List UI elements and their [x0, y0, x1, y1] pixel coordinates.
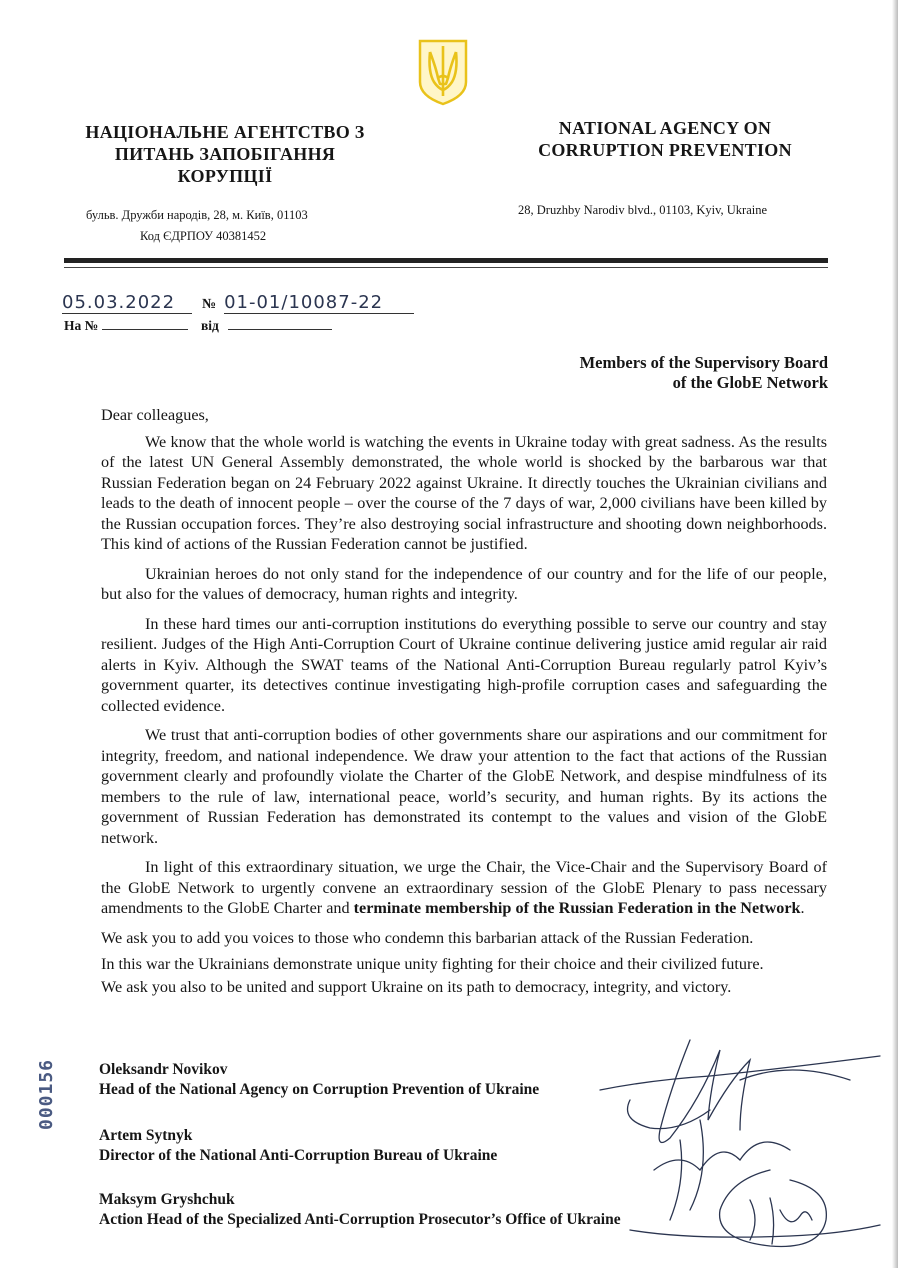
registry-stamp-number: 000156 [36, 1058, 57, 1130]
scan-edge-shadow [892, 0, 898, 1268]
registry-stamp [36, 1040, 64, 1130]
paragraph-6: We ask you to add you voices to those who condemn this barbarian attack of the Russian Federation. [101, 928, 754, 947]
agency-name-en-line-1: NATIONAL AGENCY ON [558, 118, 772, 138]
na-label: На № [64, 318, 99, 333]
paragraph-3: In these hard times our anti-corruption institutions do everything possible to serve our country and stay resilient. Judges of the High Anti-Corruption Court of Ukraine continue delivering justice amid regular air raid alerts in Kyiv. Although the SWAT teams of the National Anti-Corruption Bureau regularly patrol Kyiv’s government quarter, its detectives continue investigating high-profile corruption cases and safeguarding the collected evidence. [101, 614, 827, 715]
registry-code: Код ЄДРПОУ 40381452 [140, 229, 267, 243]
vid-label: від [200, 318, 219, 333]
paragraph-5 [101, 857, 827, 919]
paragraph-1: We know that the whole world is watching the events in Ukraine today with great sadness. As the results of the latest UN General Assembly demonstrated, the whole world is shocked by the barbarous war that Russian Federation began on 24 February 2022 against Ukraine. It directly touches the Ukrainian civilians and leads to the death of innocent people – over the course of the 7 days of war, 2,000 civilians have been killed by the Russian occupation forces. They’re also destroying social infrastructure and shooting down neighborhoods. This kind of actions of the Russian Federation cannot be justified. [101, 432, 827, 553]
paragraph-2: Ukrainian heroes do not only stand for the independence of our country and for the life of our people, but also for the values of democracy, human rights and integrity. [101, 564, 827, 603]
signatory-3-name: Maksym Gryshchuk [99, 1191, 235, 1208]
agency-name-ua-line-2: ПИТАНЬ ЗАПОБІГАННЯ [114, 144, 336, 164]
addressee [580, 353, 828, 393]
address-ukrainian: бульв. Дружби народів, 28, м. Київ, 01103 [86, 208, 308, 222]
trident-emblem-icon [416, 38, 470, 106]
incoming-reference [64, 318, 332, 334]
addressee-line-1: Members of the Supervisory Board [579, 353, 828, 372]
paragraph-5-start: In light of this extraordinary situation, we urge the Chair, the Vice-Chair and the Supervisory Board of the GlobE Network to urgently convene an extraordinary session of the GlobE Plenary to pass necessary amendments to the GlobE Charter and [101, 858, 827, 917]
signatory-1 [99, 1060, 539, 1100]
header-divider-thick [64, 258, 828, 263]
addressee-line-2: of the GlobE Network [672, 373, 828, 392]
signatory-2-name: Artem Sytnyk [99, 1127, 193, 1144]
signatory-3 [99, 1190, 621, 1230]
paragraph-4: We trust that anti-corruption bodies of other governments share our aspirations and our commitment for integrity, freedom, and national independence. We draw your attention to the fact that actions of the Russian government clearly and profoundly violate the Charter of the GlobE Network, and despise mindfulness of its members to the rule of law, international peace, world’s security, and human rights. By its actions the government of Russian Federation has demonstrated its contempt to the values and vision of the GlobE network. [101, 726, 827, 847]
agency-name-ukrainian [40, 121, 410, 187]
agency-name-english [500, 117, 830, 161]
letter-body [101, 405, 827, 999]
number-label: № [202, 297, 217, 312]
handwritten-number: 01-01/10087-22 [224, 292, 414, 314]
address-english: 28, Druzhby Narodiv blvd., 01103, Kyiv, Ukraine [518, 203, 768, 217]
outgoing-reference [62, 292, 414, 314]
paragraph-8: We ask you also to be united and support Ukraine on its path to democracy, integrity, and victory. [101, 977, 732, 996]
na-blank [102, 329, 188, 330]
agency-name-ua-line-1: НАЦІОНАЛЬНЕ АГЕНТСТВО З [85, 122, 365, 142]
handwritten-signature-icon [590, 1020, 890, 1260]
paragraph-5-end: . [800, 899, 805, 917]
header-divider-thin [64, 267, 828, 268]
signatory-1-name: Oleksandr Novikov [99, 1061, 228, 1078]
signatory-2 [99, 1126, 497, 1166]
signatory-2-title: Director of the National Anti-Corruption Bureau of Ukraine [99, 1147, 498, 1164]
signatory-1-title: Head of the National Agency on Corruption Prevention of Ukraine [99, 1081, 540, 1098]
agency-name-en-line-2: CORRUPTION PREVENTION [538, 140, 792, 160]
handwritten-date: 05.03.2022 [62, 292, 192, 314]
paragraph-7: In this war the Ukrainians demonstrate unique unity fighting for their choice and their civilized future. [101, 955, 764, 973]
greeting: Dear colleagues, [101, 406, 209, 424]
signatory-3-title: Action Head of the Specialized Anti-Corruption Prosecutor’s Office of Ukraine [99, 1211, 621, 1228]
agency-name-ua-line-3: КОРУПЦІЇ [177, 166, 273, 186]
vid-blank [228, 329, 332, 330]
paragraph-5-bold: terminate membership of the Russian Federation in the Network [353, 899, 801, 917]
